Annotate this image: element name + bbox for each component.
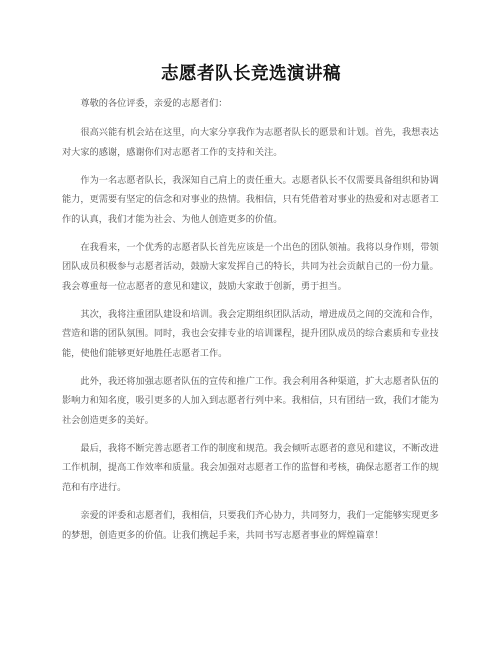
paragraph-1: 很高兴能有机会站在这里，向大家分享我作为志愿者队长的愿景和计划。首先，我想表达对大家的感谢，感谢你们对志愿者工作的支持和关注。: [62, 127, 439, 158]
paragraph-4: 其次，我将注重团队建设和培训。我会定期组织团队活动，增进成员之间的交流和合作，营造和谐的团队氛围。同时，我也会安排专业的培训课程，提升团队成员的综合素质和专业技能，使他们能够更好地胜任志愿者工作。: [62, 308, 439, 359]
greeting: 尊敬的各位评委，亲爱的志愿者们：: [80, 98, 228, 109]
paragraph-2: 作为一名志愿者队长，我深知自己肩上的责任重大。志愿者队长不仅需要具备组织和协调能力，更需要有坚定的信念和对事业的热情。我相信，只有凭借着对事业的热爱和对志愿者工作的认真，我们才能为社会、为他人创造更多的价值。: [62, 174, 439, 225]
paragraph-3: 在我看来，一个优秀的志愿者队长首先应该是一个出色的团队领袖。我将以身作则，带领团队成员积极参与志愿者活动，鼓励大家发挥自己的特长，共同为社会贡献自己的一份力量。我会尊重每一位志愿者的意见和建议，鼓励大家敢于创新，勇于担当。: [62, 241, 439, 292]
paragraph-5: 此外，我还将加强志愿者队伍的宣传和推广工作。我会利用各种渠道，扩大志愿者队伍的影响力和知名度，吸引更多的人加入到志愿者行列中来。我相信，只有团结一致，我们才能为社会创造更多的美好。: [62, 375, 439, 426]
document-title: 志愿者队长竞选演讲稿: [161, 64, 341, 84]
paragraph-7: 亲爱的评委和志愿者们，我相信，只要我们齐心协力，共同努力，我们一定能够实现更多的梦想，创造更多的价值。让我们携起手来，共同书写志愿者事业的辉煌篇章！: [62, 510, 439, 541]
paragraph-6: 最后，我将不断完善志愿者工作的制度和规范。我会倾听志愿者的意见和建议，不断改进工作机制，提高工作效率和质量。我会加强对志愿者工作的监督和考核，确保志愿者工作的规范和有序进行。: [62, 442, 439, 493]
document-body: [62, 94, 446, 554]
